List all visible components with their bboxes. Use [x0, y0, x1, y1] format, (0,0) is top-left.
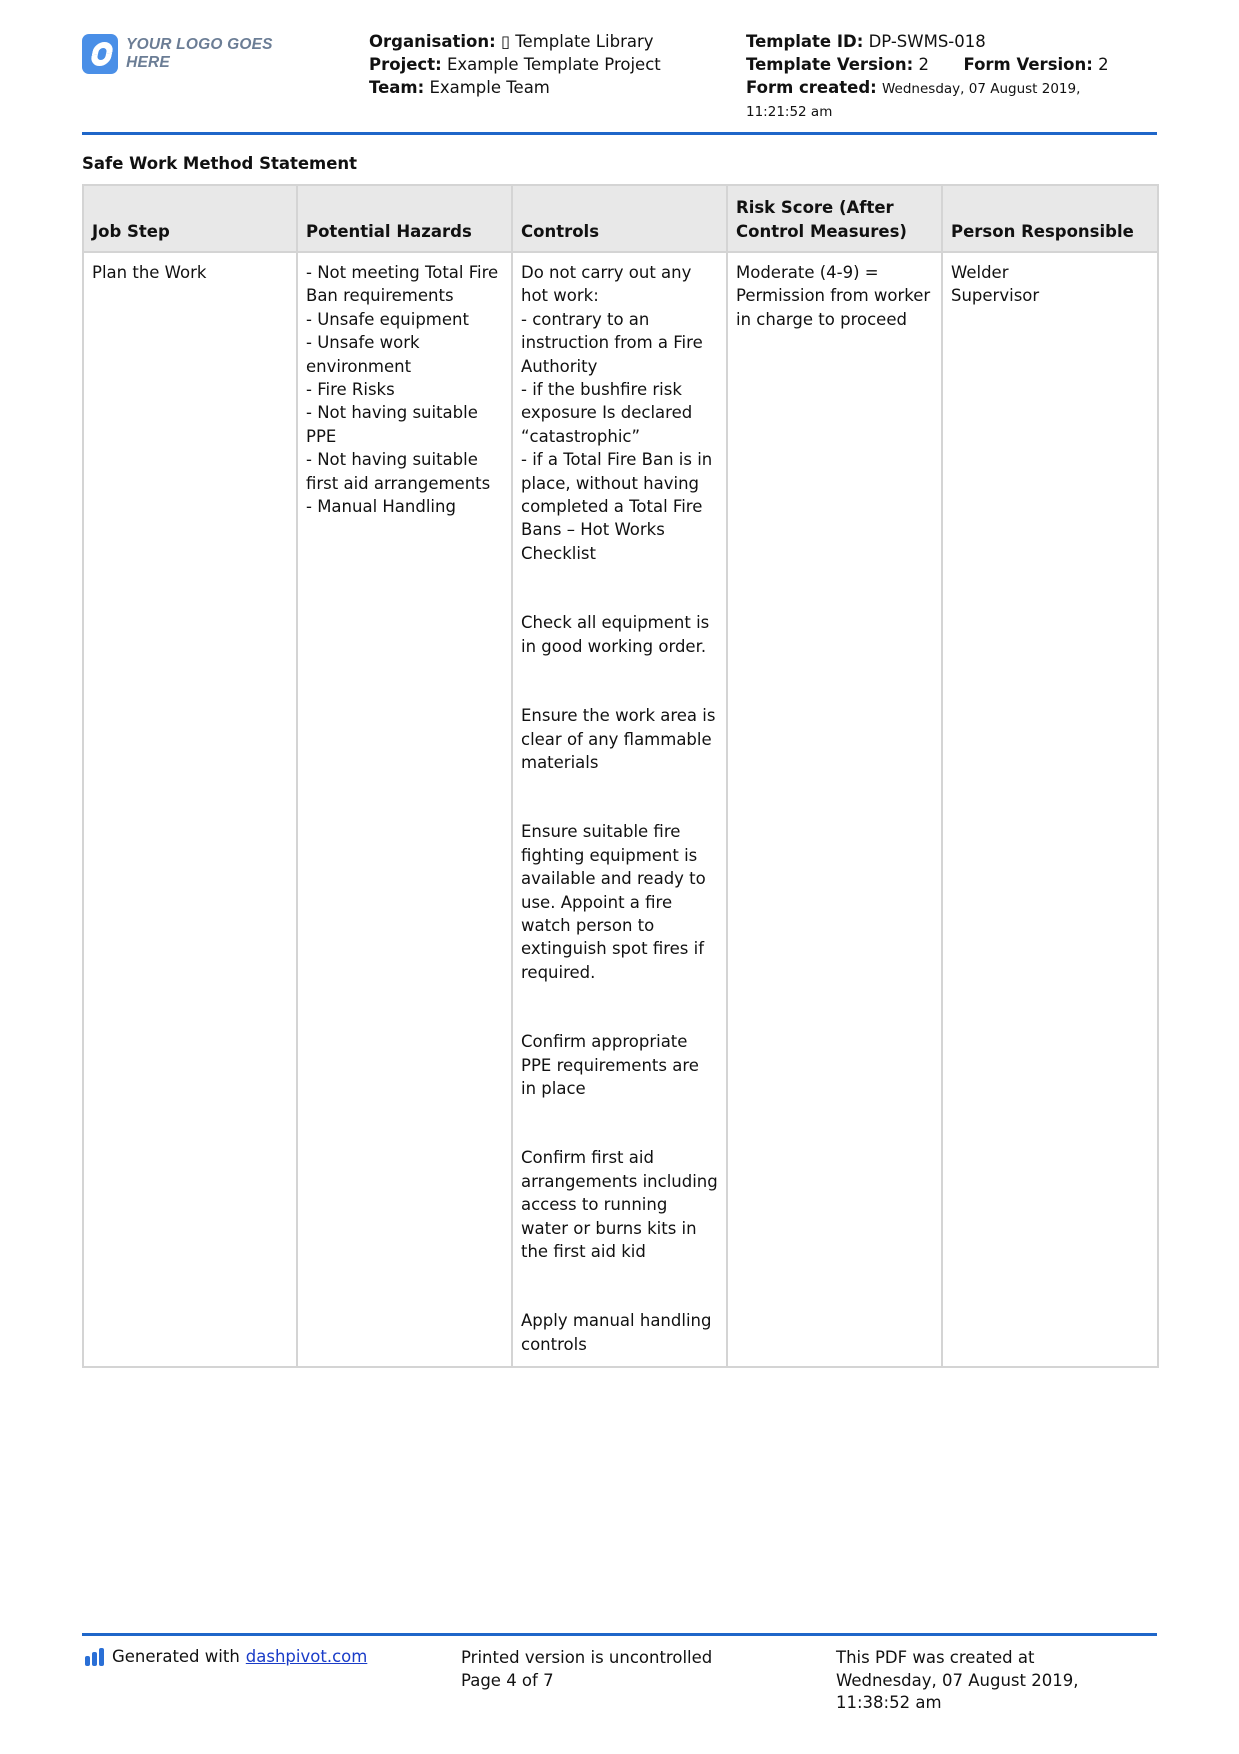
- control-item: Ensure the work area is clear of any flammable materials: [521, 706, 716, 772]
- footer-created-info: [836, 1647, 1156, 1715]
- hazard-item: - Fire Risks: [306, 380, 395, 400]
- template-version-label: Template Version:: [746, 55, 914, 74]
- cell-risk-score: Moderate (4-9) = Permission from worker in charge to proceed: [727, 252, 942, 1367]
- cell-potential-hazards: [297, 252, 512, 1367]
- cell-person-responsible: [942, 252, 1158, 1367]
- form-created-value: Wednesday, 07 August 2019,: [882, 81, 1081, 97]
- control-item: Confirm first aid arrangements including access to running water or burns kits in the first aid kid: [521, 1148, 718, 1261]
- project-label: Project:: [369, 55, 442, 74]
- hazard-item: - Unsafe equipment: [306, 309, 469, 329]
- dashpivot-link[interactable]: dashpivot.com: [245, 1647, 368, 1666]
- footer-generated: [85, 1647, 367, 1666]
- form-created-label: Form created:: [746, 78, 877, 97]
- project-line: [369, 53, 699, 76]
- generated-text: Generated with: [112, 1647, 240, 1666]
- form-version-value: 2: [1098, 55, 1109, 74]
- document-title: Safe Work Method Statement: [82, 154, 358, 173]
- footer-divider: [82, 1633, 1157, 1636]
- organisation-value: ▯ Template Library: [500, 32, 654, 51]
- hazard-item: - Not meeting Total Fire Ban requirements: [306, 263, 499, 306]
- control-item: Check all equipment is in good working order.: [521, 613, 710, 656]
- form-created-time: 11:21:52 am: [746, 104, 833, 120]
- hazard-item: - Not having suitable PPE: [306, 403, 478, 446]
- project-value: Example Template Project: [446, 55, 661, 74]
- organisation-label: Organisation:: [369, 32, 496, 51]
- header-project-info: [369, 30, 699, 99]
- page-number: Page 4 of 7: [461, 1670, 554, 1690]
- team-line: [369, 76, 699, 99]
- template-id-line: [746, 30, 1166, 53]
- person-item: Supervisor: [951, 286, 1040, 306]
- company-logo: [82, 32, 302, 76]
- logo-icon: [82, 34, 118, 74]
- organisation-line: [369, 30, 699, 53]
- cell-controls: [512, 252, 727, 1367]
- swms-table: [82, 184, 1159, 1368]
- control-item: Confirm appropriate PPE requirements are in place: [521, 1032, 699, 1098]
- version-line: [746, 53, 1166, 76]
- template-version-value: 2: [918, 55, 929, 74]
- table-header-row: [83, 185, 1158, 252]
- header-template-info: [746, 30, 1166, 124]
- column-header-job-step: Job Step: [83, 185, 297, 252]
- column-header-risk-score: Risk Score (After Control Measures): [727, 185, 942, 252]
- control-item: Ensure suitable fire fighting equipment is available and ready to use. Appoint a fire watch person to extinguish spot fires if required.: [521, 822, 706, 982]
- column-header-potential-hazards: Potential Hazards: [297, 185, 512, 252]
- team-label: Team:: [369, 78, 425, 97]
- footer-page-info: [461, 1647, 712, 1692]
- hazard-item: - Not having suitable first aid arrangements: [306, 450, 491, 493]
- table-row: [83, 252, 1158, 1367]
- form-created-line: [746, 76, 1166, 101]
- column-header-controls: Controls: [512, 185, 727, 252]
- person-item: Welder: [951, 263, 1009, 282]
- control-item: Do not carry out any hot work: - contrary to an instruction from a Fire Authority - if the bushfire risk exposure Is declared “catastrophic” - if a Total Fire Ban is in place, without having completed a Total Fire Bans – Hot Works Checklist: [521, 263, 713, 563]
- control-item: Apply manual handling controls: [521, 1311, 712, 1354]
- template-id-value: DP-SWMS-018: [868, 32, 986, 51]
- cell-job-step: Plan the Work: [83, 252, 297, 1367]
- hazard-item: - Unsafe work environment: [306, 333, 420, 376]
- logo-text: YOUR LOGO GOES HERE: [126, 36, 273, 71]
- form-version-label: Form Version:: [963, 55, 1093, 74]
- dashpivot-icon: [85, 1648, 104, 1666]
- team-value: Example Team: [429, 78, 550, 97]
- column-header-person-responsible: Person Responsible: [942, 185, 1158, 252]
- pdf-created-label: This PDF was created at: [836, 1648, 1035, 1667]
- template-id-label: Template ID:: [746, 32, 864, 51]
- pdf-created-time: 11:38:52 am: [836, 1693, 942, 1712]
- pdf-created-date: Wednesday, 07 August 2019,: [836, 1670, 1079, 1690]
- hazard-item: - Manual Handling: [306, 497, 456, 517]
- header-divider: [82, 132, 1157, 135]
- uncontrolled-notice: Printed version is uncontrolled: [461, 1648, 713, 1667]
